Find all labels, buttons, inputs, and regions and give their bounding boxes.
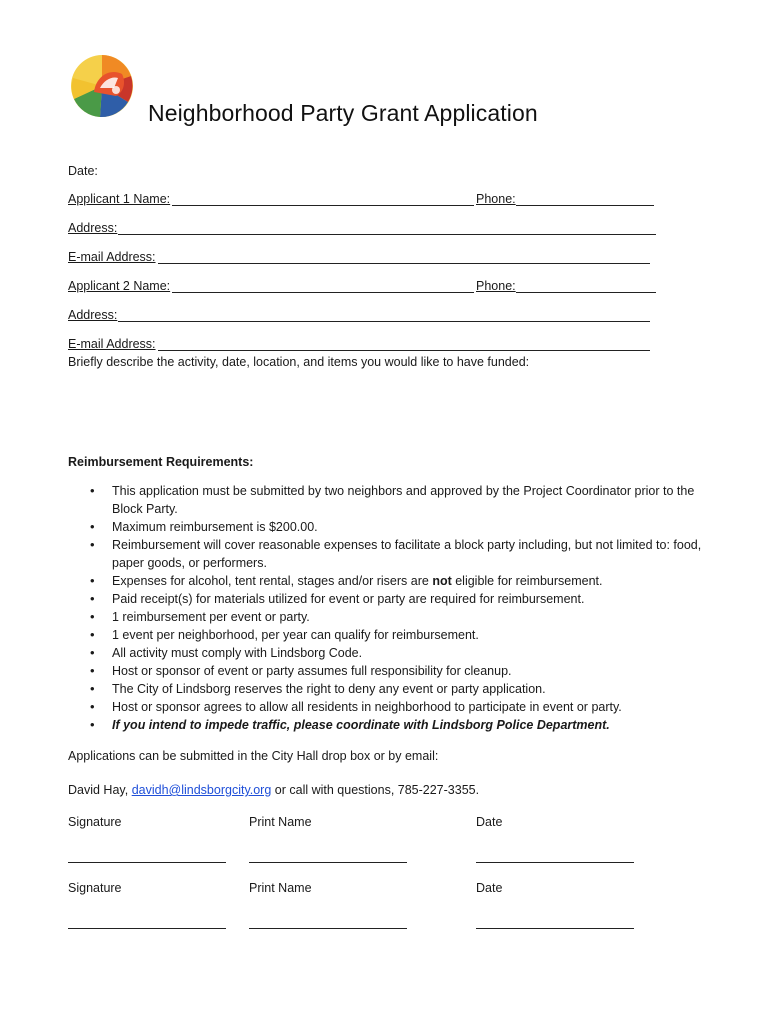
bullet-icon: • [90, 681, 95, 696]
signature-label: Signature [68, 881, 122, 895]
list-item: • Paid receipt(s) for materials utilized for event or party are required for reimbursement. [90, 591, 585, 606]
signature-line[interactable] [68, 928, 226, 929]
list-item: • Expenses for alcohol, tent rental, stages and/or risers are not eligible for reimbursement. [90, 573, 603, 588]
print-name-line[interactable] [249, 862, 407, 863]
applicant1-name-label: Applicant 1 Name: [68, 192, 171, 206]
requirements-list [90, 482, 710, 734]
applicant1-phone-field[interactable] [516, 192, 654, 206]
list-item: • If you intend to impede traffic, please coordinate with Lindsborg Police Department. [90, 717, 610, 732]
date-sign-label: Date [476, 881, 503, 895]
list-item: • Maximum reimbursement is $200.00. [90, 519, 318, 534]
list-item: • This application must be submitted by two neighbors and approved by the Project Coordinator prior to the Block Party. [90, 483, 695, 516]
list-item: • Reimbursement will cover reasonable expenses to facilitate a block party including, but not limited to: food, paper goods, or performers. [90, 537, 702, 570]
applicant1-address-field[interactable] [118, 221, 656, 235]
list-item: • Host or sponsor of event or party assumes full responsibility for cleanup. [90, 663, 512, 678]
applicant1-email-field[interactable] [158, 250, 650, 264]
contact-phone: or call with questions, 785-227-3355. [271, 783, 480, 797]
bullet-icon: • [90, 609, 95, 624]
list-item: • The City of Lindsborg reserves the right to deny any event or party application. [90, 681, 546, 696]
bullet-icon: • [90, 483, 95, 498]
date-line[interactable] [476, 928, 634, 929]
bullet-icon: • [90, 519, 95, 534]
applicant1-email-label: E-mail Address: [68, 250, 156, 264]
applicant2-email-label: E-mail Address: [68, 337, 156, 351]
bullet-icon: • [90, 663, 95, 678]
describe-answer-area[interactable] [68, 375, 656, 445]
print-name-line[interactable] [249, 928, 407, 929]
date-line[interactable] [476, 862, 634, 863]
applicant1-name-field[interactable] [172, 192, 474, 206]
date-label: Date: [68, 164, 98, 178]
bullet-icon: • [90, 717, 95, 732]
bullet-icon: • [90, 573, 95, 588]
bullet-icon: • [90, 537, 95, 552]
applicant2-email-field[interactable] [158, 337, 650, 351]
print-name-label: Print Name [249, 881, 312, 895]
bullet-icon: • [90, 699, 95, 714]
list-item: • 1 event per neighborhood, per year can qualify for reimbursement. [90, 627, 479, 642]
applicant2-address-field[interactable] [118, 308, 650, 322]
signature-label: Signature [68, 815, 122, 829]
bullet-icon: • [90, 627, 95, 642]
applicant2-name-field[interactable] [172, 279, 474, 293]
applicant2-phone-field[interactable] [516, 279, 656, 293]
requirements-heading: Reimbursement Requirements: [68, 455, 254, 469]
applicant2-name-label: Applicant 2 Name: [68, 279, 171, 293]
describe-prompt: Briefly describe the activity, date, location, and items you would like to have funded: [68, 355, 530, 369]
contact-name: David Hay, [68, 783, 132, 797]
submission-instructions: Applications can be submitted in the City Hall drop box or by email: [68, 749, 439, 763]
contact-line [68, 783, 479, 797]
applicant2-address-label: Address: [68, 308, 118, 322]
applicant1-address-label: Address: [68, 221, 118, 235]
signature-line[interactable] [68, 862, 226, 863]
print-name-label: Print Name [249, 815, 312, 829]
list-item: • Host or sponsor agrees to allow all residents in neighborhood to participate in event or party. [90, 699, 622, 714]
bullet-icon: • [90, 645, 95, 660]
applicant1-phone-label: Phone: [476, 192, 516, 206]
list-item: • All activity must comply with Lindsborg Code. [90, 645, 363, 660]
date-sign-label: Date [476, 815, 503, 829]
city-logo [70, 54, 134, 118]
applicant2-phone-label: Phone: [476, 279, 516, 293]
list-item: • 1 reimbursement per event or party. [90, 609, 310, 624]
bullet-icon: • [90, 591, 95, 606]
contact-email-link[interactable]: davidh@lindsborgcity.org [131, 783, 272, 797]
page-title: Neighborhood Party Grant Application [148, 100, 538, 126]
